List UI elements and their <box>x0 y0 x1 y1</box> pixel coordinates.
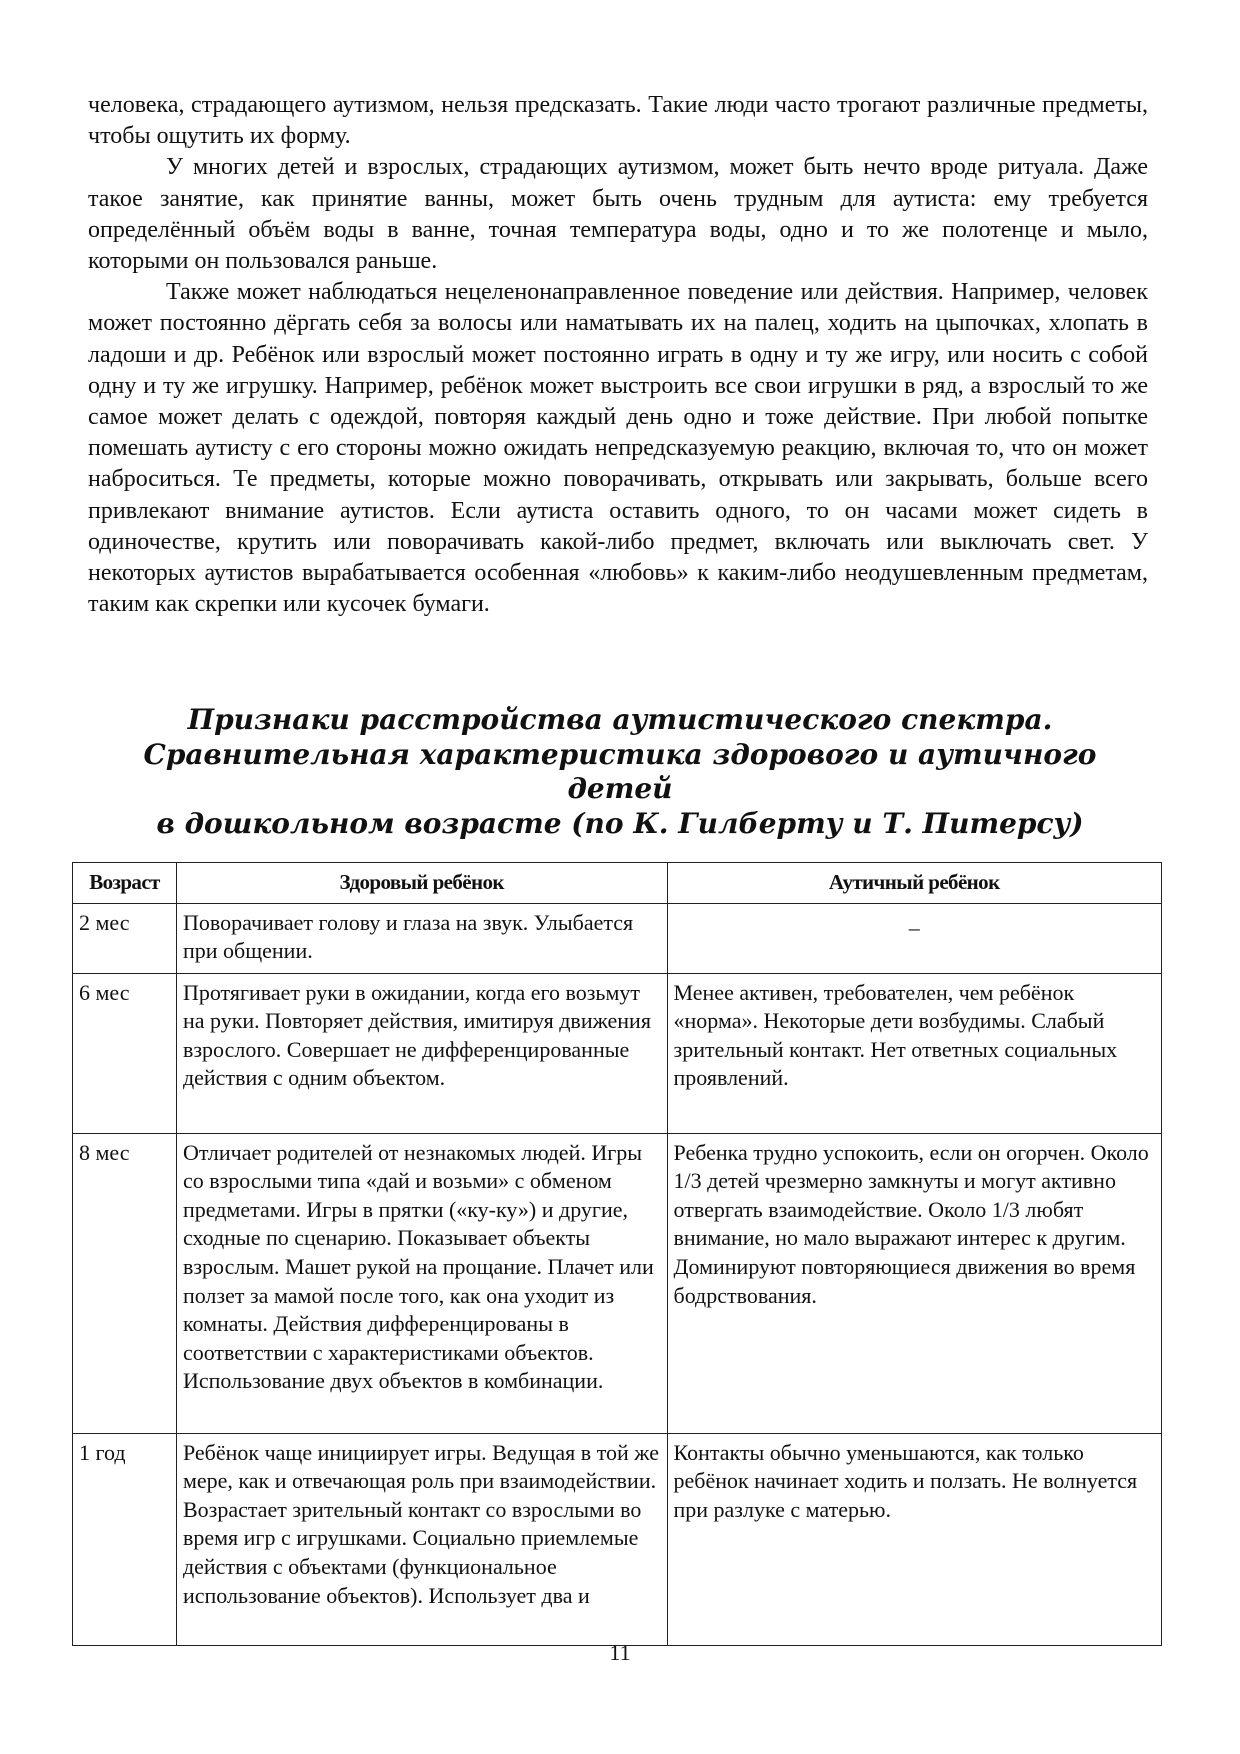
body-text <box>88 90 1148 620</box>
section-heading <box>100 703 1140 841</box>
paragraph: Также может наблюдаться нецеленонаправленное поведение или действия. Например, человек может постоянно дёргать себя за волосы или наматывать их на палец, ходить на цыпочках, хлопать в ладоши и др. Ребёнок или взрослый может постоянно играть в одну и ту же игру, или носить с собой одну и ту же игрушку. Например, ребёнок может выстроить все свои игрушки в ряд, а взрослый то же самое может делать с одеждой, повторяя каждый день одно и тоже действие. При любой попытке помешать аутисту с его стороны можно ожидать непредсказуемую реакцию, включая то, что он может наброситься. Те предметы, которые можно поворачивать, открывать или закрывать, больше всего привлекают внимание аутистов. Если аутиста оставить одного, то он часами может сидеть в одиночестве, крутить или поворачивать какой-либо предмет, включать или выключать свет. У некоторых аутистов вырабатывается особенная «любовь» к каким-либо неодушевленным предметам, таким как скрепки или кусочек бумаги. <box>88 279 1148 618</box>
autistic-cell: – <box>667 903 1162 973</box>
healthy-cell: Поворачивает голову и глаза на звук. Улыбается при общении. <box>176 903 667 973</box>
healthy-cell: Протягивает руки в ожидании, когда его возьмут на руки. Повторяет действия, имитируя движения взрослого. Совершает не дифференцированные действия с одним объектом. <box>176 973 667 1133</box>
page-number: 11 <box>609 1640 631 1665</box>
table-header-row <box>73 863 1162 904</box>
healthy-cell: Отличает родителей от незнакомых людей. Игры со взрослыми типа «дай и возьми» с обменом предметами. Игры в прятки («ку-ку») и другие, сходные по сценарию. Показывает объекты взрослым. Машет рукой на прощание. Плачет или ползет за мамой после того, как она уходит из комнаты. Действия дифференцированы в соответствии с характеристиками объектов. Использование двух объектов в комбинации. <box>176 1133 667 1433</box>
healthy-cell: Ребёнок чаще инициирует игры. Ведущая в той же мере, как и отвечающая роль при взаимодействии. Возрастает зрительный контакт со взрослыми во время игр с игрушками. Социально приемлемые действия с объектами (функциональное использование объектов). Использует два и <box>176 1433 667 1645</box>
age-cell: 1 год <box>73 1433 177 1645</box>
paragraph: У многих детей и взрослых, страдающих аутизмом, может быть нечто вроде ритуала. Даже такое занятие, как принятие ванны, может быть очень трудным для аутиста: ему требуется определённый объём воды в ванне, точная температура воды, одно и то же полотенце и мыло, которыми он пользовался раньше. <box>88 154 1148 275</box>
table-row <box>73 1433 1162 1645</box>
heading-line: в дошкольном возрасте (по К. Гилберту и Т. Питерсу) <box>156 806 1084 840</box>
autistic-cell: Менее активен, требователен, чем ребёнок «норма». Некоторые дети возбудимы. Слабый зрительный контакт. Нет ответных социальных проявлений. <box>667 973 1162 1133</box>
autistic-cell: Ребенка трудно успокоить, если он огорчен. Около 1/3 детей чрезмерно замкнуты и могут активно отвергать взаимодействие. Около 1/3 любят внимание, но мало выражают интерес к другим. Доминируют повторяющиеся движения во время бодрствования. <box>667 1133 1162 1433</box>
column-header-autistic: Аутичный ребёнок <box>667 863 1162 904</box>
age-cell: 2 мес <box>73 903 177 973</box>
autistic-cell: Контакты обычно уменьшаются, как только ребёнок начинает ходить и ползать. Не волнуется при разлуке с матерью. <box>667 1433 1162 1645</box>
table-row <box>73 973 1162 1133</box>
column-header-age: Возраст <box>73 863 177 904</box>
heading-line: детей <box>567 772 673 805</box>
age-cell: 8 мес <box>73 1133 177 1433</box>
heading-line: Признаки расстройства аутистического спектра. <box>187 703 1053 736</box>
column-header-healthy: Здоровый ребёнок <box>176 863 667 904</box>
paragraph: человека, страдающего аутизмом, нельзя предсказать. Такие люди часто трогают различные предметы, чтобы ощутить их форму. <box>88 92 1148 150</box>
comparison-table <box>72 862 1162 1646</box>
table-row <box>73 903 1162 973</box>
table-row <box>73 1133 1162 1433</box>
age-cell: 6 мес <box>73 973 177 1133</box>
heading-line: Сравнительная характеристика здорового и аутичного <box>143 737 1097 771</box>
